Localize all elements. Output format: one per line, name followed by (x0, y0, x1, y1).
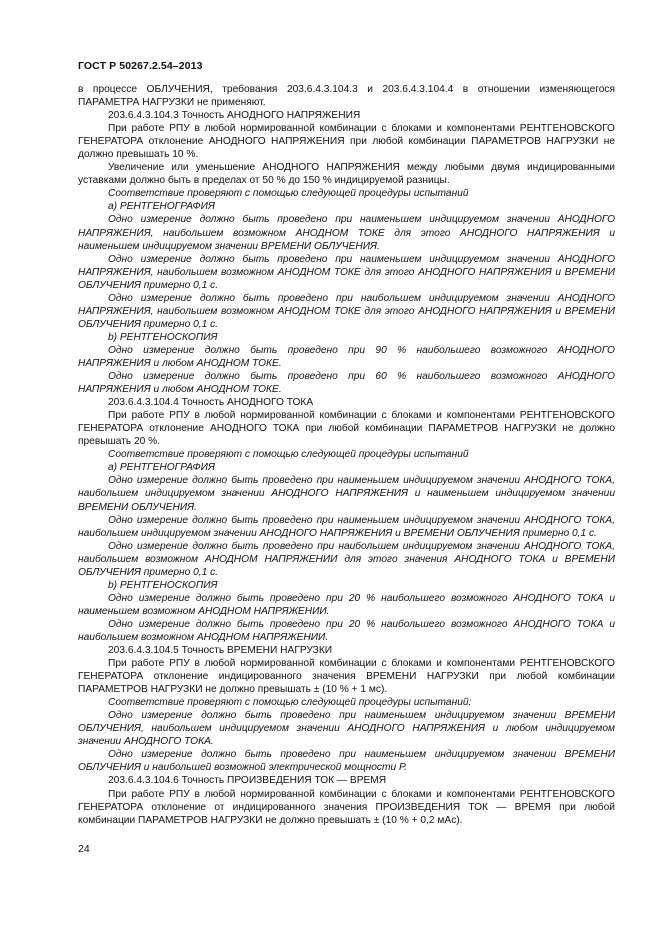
document-header: ГОСТ Р 50267.2.54–2013 (78, 60, 203, 72)
paragraph: При работе РПУ в любой нормированной комбинации с блоками и компонентами РЕНТГЕНОВСКОГО ГЕНЕРАТОРА отклонение АНОДНОГО НАПРЯЖЕНИЯ при любой комбинации ПАРАМЕТРОВ НАГРУЗКИ не должно превышать 10 %. (78, 123, 615, 161)
paragraph: Одно измерение должно быть проведено при 90 % наибольшего возможного АНОДНОГО НАПРЯЖЕНИЯ и любом АНОДНОМ ТОКЕ. (78, 344, 615, 369)
paragraph: Одно измерение должно быть проведено при 20 % наибольшего возможного АНОДНОГО ТОКА и наибольшем возможном АНОДНОМ НАПРЯЖЕНИИ. (78, 618, 615, 643)
paragraph: Соответствие проверяют с помощью следующей процедуры испытаний: (108, 697, 472, 709)
paragraph: Одно измерение должно быть проведено при наименьшем индицируемом значении ВРЕМЕНИ ОБЛУЧЕНИЯ и наибольшей возможной электрической мощности Р. (78, 749, 615, 774)
paragraph: Одно измерение должно быть проведено при наименьшем индицируемом значении АНОДНОГО ТОКА, наибольшем индицируемом значении АНОДНОГО НАПРЯЖЕНИЯ и ВРЕМЕНИ ОБЛУЧЕНИЯ примерно 0,1 с. (78, 514, 615, 539)
paragraph: Одно измерение должно быть проведено при наибольшем индицируемом значении АНОДНОГО НАПРЯЖЕНИЯ, наибольшем возможном АНОДНОМ ТОКЕ для этого АНОДНОГО НАПРЯЖЕНИЯ и ВРЕМЕНИ ОБЛУЧЕНИЯ примерно 0,1 с. (78, 292, 615, 330)
paragraph: 203.6.4.3.104.3 Точность АНОДНОГО НАПРЯЖЕНИЯ (108, 110, 361, 122)
paragraph: При работе РПУ в любой нормированной комбинации с блоками и компонентами РЕНТГЕНОВСКОГО ГЕНЕРАТОРА отклонение индицированного значения ВРЕМЕНИ НАГРУЗКИ при любой комбинации ПАРАМЕТРОВ НАГРУЗКИ не должно превышать ± (10 % + 1 мс). (78, 658, 615, 696)
paragraph: 203.6.4.3.104.6 Точность ПРОИЗВЕДЕНИЯ ТОК — ВРЕМЯ (108, 775, 387, 787)
paragraph: 203.6.4.3.104.4 Точность АНОДНОГО ТОКА (108, 397, 314, 409)
paragraph: b) РЕНТГЕНОСКОПИЯ (108, 331, 218, 343)
paragraph: Одно измерение должно быть проведено при наименьшем индицируемом значении АНОДНОГО НАПРЯЖЕНИЯ, наибольшем возможном АНОДНОМ ТОКЕ для этого АНОДНОГО НАПРЯЖЕНИЯ и наименьшем индицируемом значении ВРЕМЕНИ ОБЛУЧЕНИЯ. (78, 214, 615, 252)
paragraph: 203.6.4.3.104.5 Точность ВРЕМЕНИ НАГРУЗКИ (108, 645, 333, 657)
page-number: 24 (78, 843, 90, 855)
paragraph: а) РЕНТГЕНОГРАФИЯ (108, 201, 215, 213)
paragraph: Одно измерение должно быть проведено при 20 % наибольшего возможного АНОДНОГО ТОКА и наименьшем возможном АНОДНОМ НАПРЯЖЕНИИ. (78, 592, 615, 617)
paragraph: Соответствие проверяют с помощью следующей процедуры испытаний (108, 449, 469, 461)
paragraph: а) РЕНТГЕНОГРАФИЯ (108, 462, 215, 474)
paragraph: Одно измерение должно быть проведено при 60 % наибольшего возможного АНОДНОГО НАПРЯЖЕНИЯ и любом АНОДНОМ ТОКЕ. (78, 371, 615, 396)
paragraph: b) РЕНТГЕНОСКОПИЯ (108, 579, 218, 591)
paragraph: в процессе ОБЛУЧЕНИЯ, требования 203.6.4.3.104.3 и 203.6.4.3.104.4 в отношении изменяющегося ПАРАМЕТРА НАГРУЗКИ не применяют. (78, 84, 615, 109)
paragraph: Одно измерение должно быть проведено при наибольшем индицируемом значении АНОДНОГО ТОКА, наибольшем возможном АНОДНОМ НАПРЯЖЕНИИ для этого значения АНОДНОГО ТОКА и ВРЕМЕНИ ОБЛУЧЕНИЯ примерно 0,1 с. (78, 540, 615, 578)
paragraph: Одно измерение должно быть проведено при наименьшем индицируемом значении ВРЕМЕНИ ОБЛУЧЕНИЯ, наибольшем индицируемом значении АНОДНОГО НАПРЯЖЕНИЯ и любом индицируемом значении АНОДНОГО ТОКА. (78, 710, 615, 748)
paragraph: Одно измерение должно быть проведено при наименьшем индицируемом значении АНОДНОГО НАПРЯЖЕНИЯ, наибольшем возможном АНОДНОМ ТОКЕ для этого АНОДНОГО НАПРЯЖЕНИЯ и ВРЕМЕНИ ОБЛУЧЕНИЯ примерно 0,1 с. (78, 253, 615, 291)
paragraph: Одно измерение должно быть проведено при наименьшем индицируемом значении АНОДНОГО ТОКА, наибольшем индицируемом значении АНОДНОГО НАПРЯЖЕНИЯ и наименьшем индицируемом значении ВРЕМЕНИ ОБЛУЧЕНИЯ. (78, 475, 615, 513)
paragraph: Соответствие проверяют с помощью следующей процедуры испытаний (108, 188, 469, 200)
paragraph: При работе РПУ в любой нормированной комбинации с блоками и компонентами РЕНТГЕНОВСКОГО ГЕНЕРАТОРА отклонение АНОДНОГО ТОКА при любой комбинации ПАРАМЕТРОВ НАГРУЗКИ не должно превышать 20 %. (78, 410, 615, 448)
paragraph: Увеличение или уменьшение АНОДНОГО НАПРЯЖЕНИЯ между любыми двумя индицированными уставками должно быть в пределах от 50 % до 150 % индицируемой разницы. (78, 162, 615, 187)
paragraph: При работе РПУ в любой нормированной комбинации с блоками и компонентами РЕНТГЕНОВСКОГО ГЕНЕРАТОРА отклонение от индицированного значения ПРОИЗВЕДЕНИЯ ТОК — ВРЕМЯ при любой комбинации ПАРАМЕТРОВ НАГРУЗКИ не должно превышать ± (10 % + 0,2 мАс). (78, 788, 615, 826)
document-body (78, 83, 615, 827)
